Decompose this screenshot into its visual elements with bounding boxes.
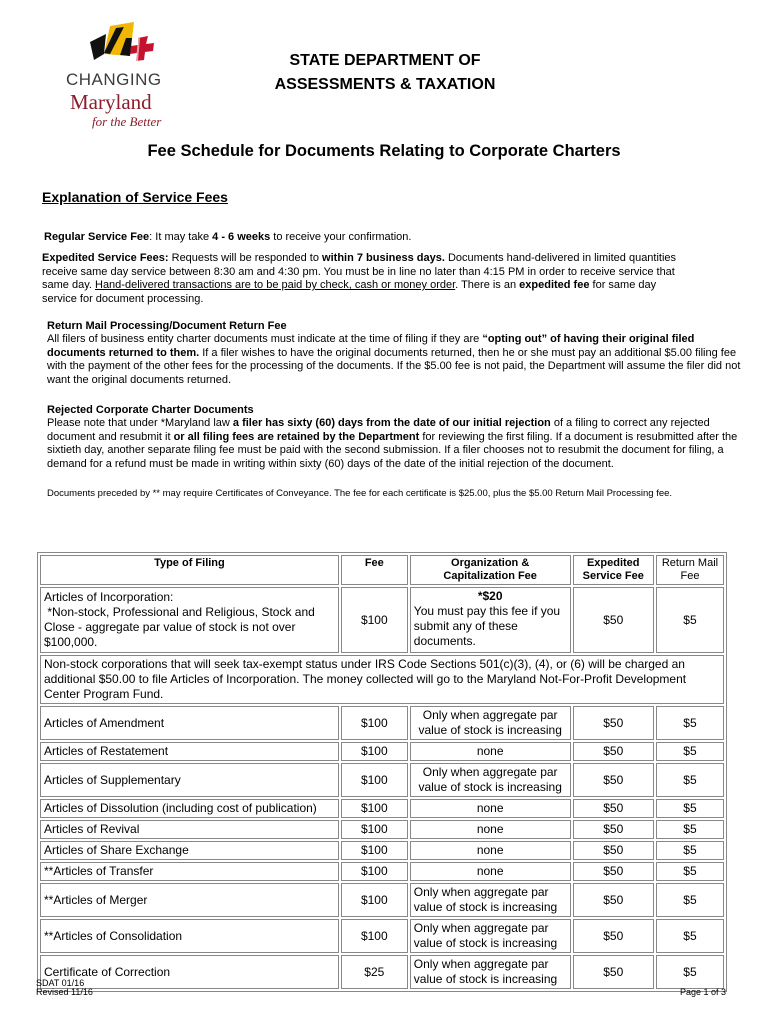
- expedited-fee-label: Expedited Service Fees:: [42, 252, 169, 264]
- logo-changing-text: CHANGING: [66, 70, 162, 89]
- logo-maryland-text: Maryland: [70, 90, 152, 114]
- rejected-sixty-days: a filer has sixty (60) days from the date of our initial rejection: [232, 417, 551, 429]
- org-cap-fee-cell: none: [410, 820, 571, 839]
- table-row: [40, 955, 724, 989]
- incorporation-org-cell: [410, 587, 571, 653]
- conveyance-note: Documents preceded by ** may require Certificates of Conveyance. The fee for each certificate is $25.00, plus the $5.00 Return Mail Processing fee.: [47, 488, 673, 499]
- table-row: [40, 799, 724, 818]
- expedited-fee-hours-text: Documents hand-delivered in limited quantities receive same day service between 8:30 am and 4:30 pm. You must be in line no later than 4:15 PM in order to receive service that same day.: [42, 252, 677, 291]
- fee-schedule-table: [37, 552, 727, 992]
- table-row: [40, 883, 724, 917]
- header-type-of-filing: Type of Filing: [40, 555, 339, 585]
- expedited-fee-text-2: . There is an: [455, 279, 520, 291]
- org-cap-fee-cell: Only when aggregate par value of stock is increasing: [410, 883, 571, 917]
- filing-fee-cell: $100: [341, 883, 408, 917]
- header-fee: Fee: [341, 555, 408, 585]
- incorporation-return-cell: $5: [656, 587, 724, 653]
- return-mail-fee-cell: $5: [656, 742, 724, 761]
- incorporation-fee-cell: $100: [341, 587, 408, 653]
- org-cap-fee-cell: Only when aggregate par value of stock is increasing: [410, 706, 571, 740]
- agency-name-line1: STATE DEPARTMENT OF: [289, 52, 481, 69]
- return-mail-fee-cell: $5: [656, 919, 724, 953]
- expedited-fee-cell: $50: [573, 862, 654, 881]
- revised-date: Revised 11/16: [36, 987, 93, 997]
- filing-type-cell: Articles of Dissolution (including cost of publication): [40, 799, 339, 818]
- header-expedited-fee: Expedited Service Fee: [573, 555, 654, 585]
- logo-tagline-text: for the Better: [92, 114, 162, 129]
- document-title: Fee Schedule for Documents Relating to Corporate Charters: [147, 142, 621, 160]
- return-mail-heading: Return Mail Processing/Document Return Fee: [47, 320, 287, 332]
- filing-type-cell: **Articles of Merger: [40, 883, 339, 917]
- expedited-fee-text: Requests will be responded to: [168, 252, 323, 264]
- return-mail-fee-cell: $5: [656, 799, 724, 818]
- filing-type-cell: **Articles of Consolidation: [40, 919, 339, 953]
- return-mail-fee-cell: $5: [656, 883, 724, 917]
- rejected-documents-paragraph: [47, 417, 741, 471]
- regular-service-fee-paragraph: [44, 231, 744, 245]
- regular-fee-label: Regular Service Fee: [44, 231, 150, 243]
- table-row: [40, 706, 724, 740]
- expedited-fee-cell: $50: [573, 841, 654, 860]
- table-row: [40, 919, 724, 953]
- table-row: [40, 820, 724, 839]
- rejected-fees-retained: or all filing fees are retained by the Department: [173, 430, 420, 443]
- header-return-mail-fee: Return Mail Fee: [656, 555, 724, 585]
- filing-fee-cell: $25: [341, 955, 408, 989]
- org-cap-fee-cell: Only when aggregate par value of stock is increasing: [410, 955, 571, 989]
- incorporation-type-cell: Articles of Incorporation: *Non-stock, Professional and Religious, Stock and Close - aggregate par value of stock is not over $100,000.: [40, 587, 339, 653]
- expedited-fee-cell: $50: [573, 820, 654, 839]
- return-mail-fee-cell: $5: [656, 763, 724, 797]
- expedited-fee-text-end: for same day service for document processing.: [42, 279, 657, 305]
- rejected-text: Please note that under *Maryland law: [47, 417, 233, 429]
- org-cap-fee-cell: none: [410, 742, 571, 761]
- filing-fee-cell: $100: [341, 919, 408, 953]
- filing-type-cell: **Articles of Transfer: [40, 862, 339, 881]
- rejected-text-2: of a filing to correct any rejected document and resubmit it: [47, 417, 710, 443]
- return-mail-text: All filers of business entity charter documents must indicate at the time of filing if they are: [47, 333, 483, 345]
- expedited-fee-cell: $50: [573, 742, 654, 761]
- changing-maryland-logo: [62, 18, 192, 130]
- incorporation-org-text: You must pay this fee if you submit any of these documents.: [413, 604, 561, 648]
- filing-type-cell: Certificate of Correction: [40, 955, 339, 989]
- filing-fee-cell: $100: [341, 706, 408, 740]
- expedited-fee-cell: $50: [573, 706, 654, 740]
- rejected-text-end: for reviewing the first filing. If a document is resubmitted after the sixtieth day, another separate filing fee must be paid with the second submission. If a filer chooses not to resubmit the document for filing, a demand for a refund must be made in writing within sixty (60) days of the date of the initial rejection of the document.: [47, 430, 738, 470]
- page-number: Page 1 of 3: [680, 987, 727, 997]
- return-mail-fee-cell: $5: [656, 955, 724, 989]
- filing-type-cell: Articles of Amendment: [40, 706, 339, 740]
- filing-type-cell: Articles of Supplementary: [40, 763, 339, 797]
- filing-fee-cell: $100: [341, 862, 408, 881]
- return-mail-opt-out: “opting out” of having their original filed documents returned to them.: [47, 333, 695, 359]
- return-mail-fee-cell: $5: [656, 841, 724, 860]
- expedited-fee-term: expedited fee: [519, 279, 590, 291]
- filing-type-cell: Articles of Share Exchange: [40, 841, 339, 860]
- filing-fee-cell: $100: [341, 799, 408, 818]
- expedited-fee-cell: $50: [573, 919, 654, 953]
- filing-type-cell: Articles of Restatement: [40, 742, 339, 761]
- rejected-documents-heading: Rejected Corporate Charter Documents: [47, 404, 254, 416]
- table-row: [40, 841, 724, 860]
- expedited-fee-days: within 7 business days.: [322, 252, 445, 264]
- table-header-row: [40, 555, 724, 585]
- return-mail-text-end: If a filer wishes to have the original documents returned, then he or she must pay an additional $5.00 filing fee with the payment of the other fees for the processing of the documents. If the $5.00 fee is not paid, the Department will assume the filer did not want the original documents returned.: [47, 346, 741, 386]
- service-fees-heading: Explanation of Service Fees: [42, 189, 228, 205]
- filing-fee-cell: $100: [341, 841, 408, 860]
- filing-fee-cell: $100: [341, 820, 408, 839]
- table-row: [40, 763, 724, 797]
- agency-name-line2: ASSESSMENTS & TAXATION: [274, 76, 496, 93]
- filing-fee-cell: $100: [341, 742, 408, 761]
- expedited-service-fee-paragraph: [42, 252, 682, 306]
- expedited-fee-cell: $50: [573, 955, 654, 989]
- org-cap-fee-cell: Only when aggregate par value of stock is increasing: [410, 919, 571, 953]
- return-mail-fee-cell: $5: [656, 862, 724, 881]
- nonstock-note-cell: Non-stock corporations that will seek tax-exempt status under IRS Code Sections 501(c)(3), (4), or (6) will be charged an additional $50.00 to file Articles of Incorporation. The money collected will go to the Maryland Not-For-Profit Development Center Program Fund.: [40, 655, 724, 704]
- header-org-cap-fee: Organization & Capitalization Fee: [410, 555, 571, 585]
- regular-fee-text: : It may take: [149, 231, 213, 243]
- table-row: [40, 742, 724, 761]
- org-cap-fee-cell: none: [410, 799, 571, 818]
- maryland-flag-icon: [80, 20, 162, 70]
- table-row: [40, 862, 724, 881]
- return-mail-fee-cell: $5: [656, 820, 724, 839]
- incorporation-org-amount: *$20: [477, 589, 503, 603]
- return-mail-fee-cell: $5: [656, 706, 724, 740]
- regular-fee-text-end: to receive your confirmation.: [270, 231, 412, 243]
- regular-fee-weeks: 4 - 6 weeks: [212, 231, 271, 243]
- table-row-nonstock-note: [40, 655, 724, 704]
- table-row-incorporation: [40, 587, 724, 653]
- form-number: SDAT 01/16: [36, 978, 85, 988]
- org-cap-fee-cell: Only when aggregate par value of stock is increasing: [410, 763, 571, 797]
- expedited-fee-cell: $50: [573, 799, 654, 818]
- payment-method-text: Hand-delivered transactions are to be paid by check, cash or money order: [95, 279, 456, 291]
- filing-fee-cell: $100: [341, 763, 408, 797]
- expedited-fee-cell: $50: [573, 883, 654, 917]
- incorporation-expedited-cell: $50: [573, 587, 654, 653]
- org-cap-fee-cell: none: [410, 862, 571, 881]
- return-mail-paragraph: [47, 333, 741, 387]
- filing-type-cell: Articles of Revival: [40, 820, 339, 839]
- org-cap-fee-cell: none: [410, 841, 571, 860]
- expedited-fee-cell: $50: [573, 763, 654, 797]
